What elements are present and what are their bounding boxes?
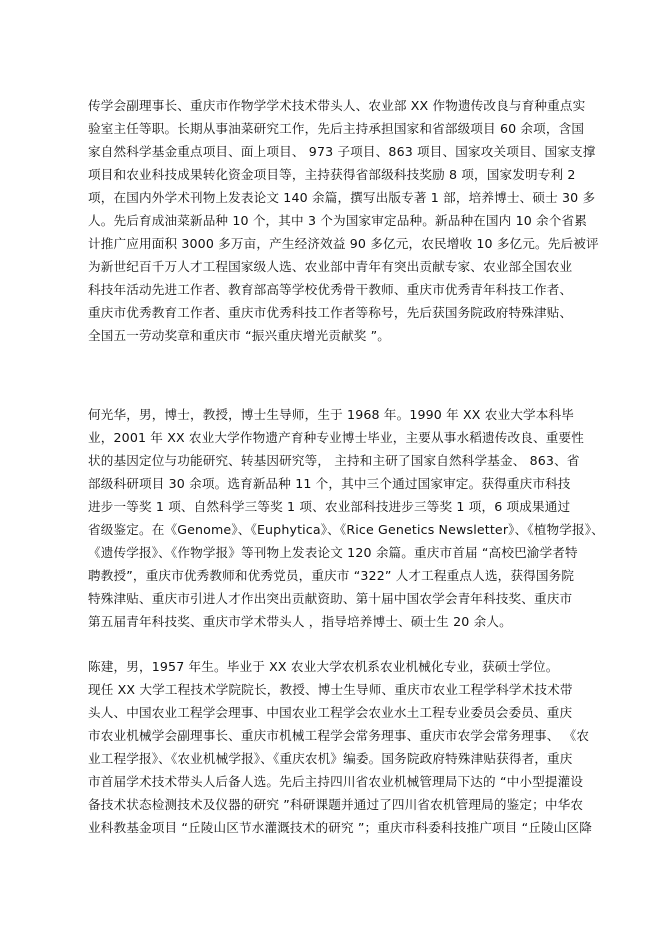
text-line: 市首届学术技术带头人后备人选。先后主持四川省农业机械管理局下达的 “中小型提灌设 bbox=[88, 774, 584, 789]
text-line: 计推广应用面积 3000 多万亩，产生经济效益 90 多亿元，农民增收 10 多亿元。先后被评 bbox=[88, 236, 599, 251]
text-line: 人。先后育成油菜新品种 10 个，其中 3 个为国家审定品种。新品种在国内 10 余个省累 bbox=[88, 213, 588, 228]
text-line: 《遗传学报》、《作物学报》等刊物上发表论文 120 余篇。重庆市首届 “高校巴渝学者特 bbox=[88, 545, 578, 560]
text-line: 第五届青年科技奖、重庆市学术带头人 ，指导培养博士、硕士生 20 余人。 bbox=[88, 614, 512, 629]
text-line: 项，在国内外学术刊物上发表论文 140 余篇，撰写出版专著 1 部，培养博士、硕士 30 多 bbox=[88, 190, 596, 205]
text-line: 市农业机械学会副理事长、重庆市机械工程学会常务理事、重庆市农学会常务理事、 《农 bbox=[88, 728, 590, 743]
text-line: 部级科研项目 30 余项。选育新品种 11 个，其中三个通过国家审定。获得重庆市科技 bbox=[88, 476, 571, 491]
text-line: 业工程学报》、《农业机械学报》、《重庆农机》编委。国务院政府特殊津贴获得者，重庆 bbox=[88, 751, 573, 766]
text-line: 项目和农业科技成果转化资金项目等，主持获得省部级科技奖励 8 项，国家发明专利 2 bbox=[88, 167, 576, 182]
text-line: 状的基因定位与功能研究、转基因研究等， 主持和主研了国家自然科学基金、 863、省 bbox=[88, 453, 580, 468]
text-line: 科技年活动先进工作者、教育部高等学校优秀骨干教师、重庆市优秀青年科技工作者、 bbox=[88, 282, 573, 297]
text-line: 业科教基金项目 “丘陵山区节水灌溉技术的研究 ”；重庆市科委科技推广项目 “丘陵山区降 bbox=[88, 820, 593, 835]
paragraph-profile-chen-jian bbox=[88, 655, 604, 839]
text-line: 全国五一劳动奖章和重庆市 “振兴重庆增光贡献奖 ”。 bbox=[88, 328, 391, 343]
text-line: 陈建，男，1957 年生。毕业于 XX 农业大学农机系农业机械化专业，获硕士学位。 bbox=[88, 659, 559, 674]
text-line: 传学会副理事长、重庆市作物学学术技术带头人、农业部 XX 作物遗传改良与育种重点实 bbox=[88, 98, 586, 113]
text-line: 特殊津贴、重庆市引进人才作出突出贡献资助、第十届中国农学会青年科技奖、重庆市 bbox=[88, 591, 573, 606]
text-line: 为新世纪百千万人才工程国家级人选、农业部中青年有突出贡献专家、农业部全国农业 bbox=[88, 259, 573, 274]
paragraph-profile-he-guanghua bbox=[88, 403, 604, 633]
text-line: 现任 XX 大学工程技术学院院长，教授、博士生导师、重庆市农业工程学科学术技术带 bbox=[88, 682, 573, 697]
text-line: 重庆市优秀教育工作者、重庆市优秀科技工作者等称号，先后获国务院政府特殊津贴、 bbox=[88, 305, 573, 320]
text-line: 业，2001 年 XX 农业大学作物遗产育种专业博士毕业，主要从事水稻遗传改良、重要性 bbox=[88, 430, 584, 445]
text-line: 验室主任等职。长期从事油菜研究工作，先后主持承担国家和省部级项目 60 余项，含国 bbox=[88, 121, 585, 136]
text-line: 进步一等奖 1 项、自然科学三等奖 1 项、农业部科技进步三等奖 1 项，6 项成果通过 bbox=[88, 499, 571, 514]
text-line: 聘教授”，重庆市优秀教师和优秀党员，重庆市 “322” 人才工程重点人选，获得国务院 bbox=[88, 568, 575, 583]
paragraph-profile-continued bbox=[88, 94, 604, 347]
text-line: 何光华，男，博士，教授，博士生导师，生于 1968 年。1990 年 XX 农业大学本科毕 bbox=[88, 407, 574, 422]
text-line: 家自然科学基金重点项目、面上项目、 973 子项目、863 项目、国家攻关项目、国家支撑 bbox=[88, 144, 596, 159]
text-line: 头人、中国农业工程学会理事、中国农业工程学会农业水土工程专业委员会委员、重庆 bbox=[88, 705, 573, 720]
text-line: 省级鉴定。在《Genome》、《Euphytica》、《Rice Genetics Newsletter》、《植物学报》、 bbox=[88, 522, 604, 537]
text-line: 备技术状态检测技术及仪器的研究 ”科研课题并通过了四川省农机管理局的鉴定；中华农 bbox=[88, 797, 584, 812]
